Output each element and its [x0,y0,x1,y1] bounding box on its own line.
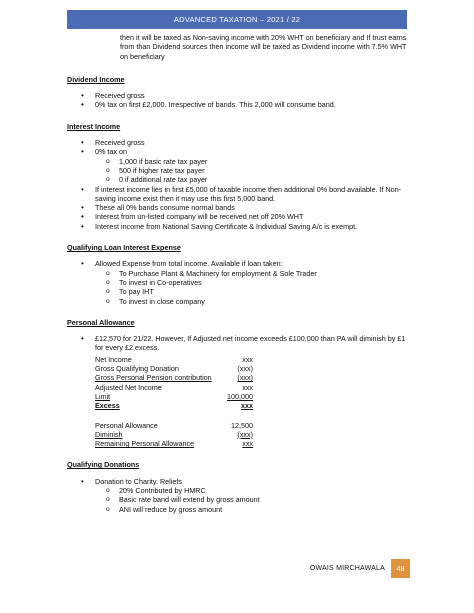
sub-list-item: o To Purchase Plant & Machinery for employment & Sole Trader [106,269,412,278]
bullet-list [81,91,412,110]
sub-list [106,486,412,514]
list-item: • £12,570 for 21/22. However, If Adjusted net income exceeds £100,000 than PA will diminish by £1 for every £2 excess. [81,334,412,353]
calc-amount: 100,000 [227,391,253,401]
sub-list-item: o 500 if higher rate tax payer [106,166,412,175]
section-dividend-income [67,75,412,110]
calc-row [95,430,253,439]
section-heading: Qualifying Donations [67,460,140,470]
list-item [81,477,412,514]
page-footer [300,559,410,578]
calc-amount: xxx [242,382,253,392]
section-heading: Personal Allowance [67,317,135,327]
calc-row [95,373,253,382]
calc-row [95,439,253,448]
section-heading: Dividend Income [67,74,125,84]
sub-list-item: o 0 if additional rate tax payer [106,175,412,184]
author-name: OWAIS MIRCHAWALA [309,564,385,572]
sub-list-item: o To invest in Co-operatives [106,278,412,287]
sub-list-item: o To invest in close company [106,297,412,306]
calc-row [95,383,253,392]
list-item: • Received gross [81,138,412,147]
sub-list-item: o ANI will reduce by gross amount [106,505,412,514]
sub-list [106,157,412,185]
calc-row [95,364,253,373]
intro-paragraph: then it will be taxed as Non-saving income with 20% WHT on beneficiary and If trust earns from than Dividend sources then income will be taxed as Dividend income with 7.5% WHT on beneficiary [120,33,407,61]
section-interest-income [67,122,412,231]
calc-row [95,355,253,364]
list-item: • Interest from un-listed company will be received net off 20% WHT [81,212,412,221]
list-item-text: Allowed Expense from total income. Available if loan taken: [95,259,283,269]
calc-row [95,392,253,401]
calc-amount: xxx [242,354,253,364]
calc-amount: (xxx) [237,373,253,383]
calc-amount: (xxx) [237,429,253,439]
list-item-text: Donation to Charity. Reliefs [95,476,182,486]
page-header: ADVANCED TAXATION – 2021 / 22 [67,10,407,29]
calc-amount: 12,500 [231,420,253,430]
calc-label: Adjusted Net Income [95,382,162,392]
calc-amount: xxx [242,439,253,449]
calc-label: Limit [95,391,111,401]
calc-label: Gross Qualifying Donation [95,364,179,374]
calc-row [95,421,253,430]
calc-label: Diminish [95,429,123,439]
list-item [81,147,412,184]
list-item-text: 0% tax on [95,147,127,157]
calc-label: Remaining Personal Allowance [95,439,195,449]
section-personal-allowance [67,318,412,449]
calc-amount: xxx [241,401,253,411]
sub-list [106,269,412,306]
page-number: 48 [391,559,410,578]
calculation-table [95,355,412,449]
calc-label: Net Income [95,354,132,364]
calc-label: Gross Personal Pension contribution [95,373,212,383]
list-item [81,259,412,305]
list-item: • 0% tax on first £2,000. Irrespective of bands. This 2,000 will consume band. [81,100,412,109]
section-qualifying-loan [67,243,412,306]
page-content [67,33,412,526]
list-item: • Interest income from National Saving Certificate & Individual Saving A/c is exempt. [81,222,412,231]
calc-row [95,401,253,410]
section-heading: Qualifying Loan Interest Expense [67,243,181,253]
calc-label: Personal Allowance [95,420,158,430]
sub-list-item: o To pay IHT [106,287,412,296]
section-qualifying-donations [67,460,412,513]
calc-amount: (xxx) [237,364,253,374]
section-heading: Interest Income [67,121,121,131]
sub-list-item: o 1,000 if basic rate tax payer [106,157,412,166]
sub-list-item: o Basic rate band will extend by gross amount [106,495,412,504]
bullet-list [81,259,412,305]
list-item: • If interest income lies in first £5,000 of taxable income then additional 0% bond available. If Non-saving income exist then it may use this first 5,000 band. [81,185,412,204]
bullet-list [81,138,412,231]
bullet-list [81,477,412,514]
calc-label: Excess [95,401,120,411]
bullet-list [81,334,412,353]
spacer [95,411,412,421]
sub-list-item: o 20% Contributed by HMRC [106,486,412,495]
list-item: • Received gross [81,91,412,100]
list-item: • These all 0% bands consume normal bands [81,203,412,212]
